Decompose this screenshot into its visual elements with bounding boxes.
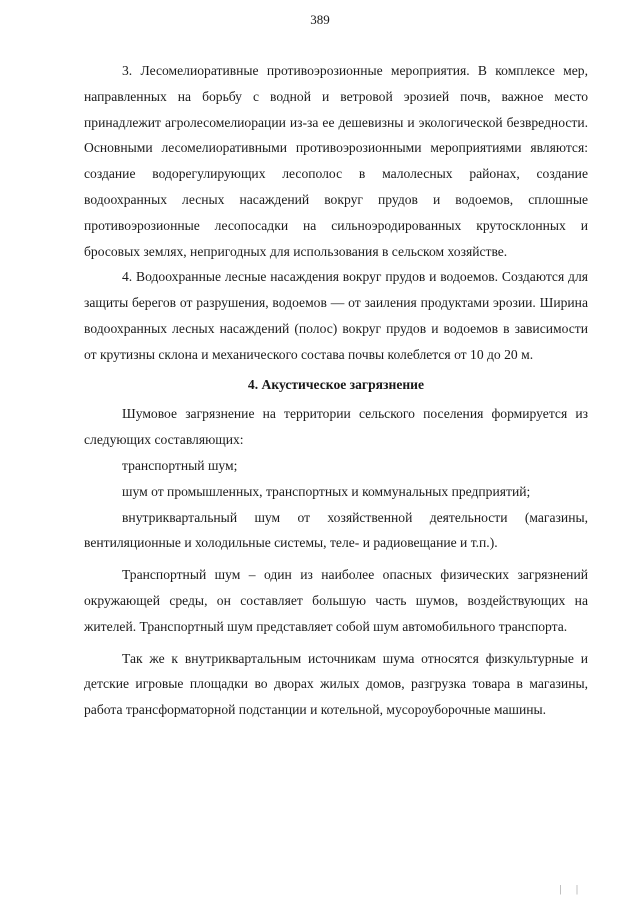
document-body — [84, 58, 588, 723]
paragraph-noise-intro: Шумовое загрязнение на территории сельского поселения формируется из следующих составляющих: — [84, 406, 588, 448]
list-item-transport-noise: транспортный шум; — [122, 457, 238, 473]
section-heading-acoustic-pollution: 4. Акустическое загрязнение — [247, 376, 425, 392]
paragraph-intrablock-sources: Так же к внутриквартальным источникам шума относятся физкультурные и детские игровые площадки во дворах жилых домов, разгрузка товара в магазины, работа трансформаторной подстанции и котельной, мусороуборочные машины. — [84, 650, 588, 718]
paragraph-water-protection-plantings: 4. Водоохранные лесные насаждения вокруг прудов и водоемов. Создаются для защиты берегов от разрушения, водоемов — от заиления продуктами эрозии. Ширина водоохранных лесных насаждений (полос) вокруг прудов и водоемов в зависимости от крутизны склона и механического состава почвы колеблется от 10 до 20 м. — [84, 269, 588, 362]
page-number: 389 — [310, 12, 330, 27]
list-item-intrablock-noise: внутриквартальный шум от хозяйственной деятельности (магазины, вентиляционные и холодильные системы, теле- и радиовещание и т.п.). — [84, 509, 588, 551]
list-item-enterprise-noise: шум от промышленных, транспортных и коммунальных предприятий; — [122, 483, 531, 499]
scan-corner-mark: | | — [559, 884, 584, 895]
paragraph-transport-noise: Транспортный шум – один из наиболее опасных физических загрязнений окружающей среды, он составляет большую часть шумов, воздействующих на жителей. Транспортный шум представляет собой шум автомобильного транспорта. — [84, 567, 588, 634]
paragraph-forest-melioration: 3. Лесомелиоративные противоэрозионные мероприятия. В комплексе мер, направленных на борьбу с водной и ветровой эрозией почв, важное место принадлежит агролесомелиорации из-за ее дешевизны и экологической безвредности. Основными лесомелиоративными противоэрозионными мероприятиями являются: создание водорегулирующих лесополос в малолесных районах, создание водоохранных лесных насаждений вокруг прудов и водоемов, сплошные противоэрозионные лесопосадки на сильноэродированных крутосклонных и бросовых землях, непригодных для использования в сельском хозяйстве. — [84, 63, 588, 259]
